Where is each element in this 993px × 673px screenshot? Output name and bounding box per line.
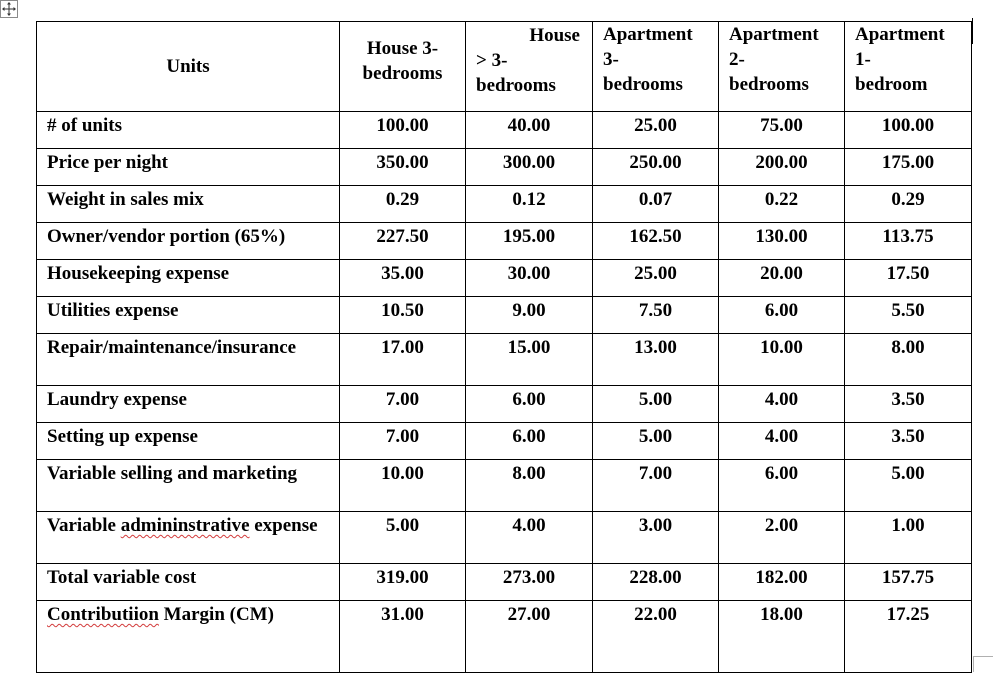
cell: 100.00 <box>845 112 972 149</box>
row-label: # of units <box>37 112 340 149</box>
header-apartment-3-bedrooms: Apartment 3- bedrooms <box>593 22 719 112</box>
cell: 18.00 <box>719 601 845 673</box>
cell: 130.00 <box>719 223 845 260</box>
cell: 25.00 <box>593 112 719 149</box>
cell: 22.00 <box>593 601 719 673</box>
cell: 227.50 <box>340 223 466 260</box>
cell: 0.29 <box>845 186 972 223</box>
cell: 7.50 <box>593 297 719 334</box>
cell: 20.00 <box>719 260 845 297</box>
row-label: Weight in sales mix <box>37 186 340 223</box>
table-row <box>37 260 972 297</box>
cell: 200.00 <box>719 149 845 186</box>
row-label: Price per night <box>37 149 340 186</box>
cell: 182.00 <box>719 564 845 601</box>
cell: 7.00 <box>593 460 719 512</box>
cell: 27.00 <box>466 601 593 673</box>
row-label: Total variable cost <box>37 564 340 601</box>
table-row <box>37 334 972 386</box>
table-row <box>37 186 972 223</box>
cell: 6.00 <box>719 297 845 334</box>
cell: 0.12 <box>466 186 593 223</box>
cell: 7.00 <box>340 423 466 460</box>
cell: 5.00 <box>593 386 719 423</box>
cell: 100.00 <box>340 112 466 149</box>
cell: 0.07 <box>593 186 719 223</box>
cell: 1.00 <box>845 512 972 564</box>
cell: 228.00 <box>593 564 719 601</box>
cell: 2.00 <box>719 512 845 564</box>
cursor-bar <box>972 18 973 44</box>
cell: 273.00 <box>466 564 593 601</box>
cell: 17.00 <box>340 334 466 386</box>
row-label-suffix: Margin (CM) <box>158 604 274 625</box>
table-row <box>37 512 972 564</box>
row-label: Variable selling and marketing <box>37 460 340 512</box>
row-label: Housekeeping expense <box>37 260 340 297</box>
cell: 5.50 <box>845 297 972 334</box>
cell: 5.00 <box>340 512 466 564</box>
table-resize-handle[interactable] <box>973 656 993 672</box>
header-apartment-2-bedrooms: Apartment 2- bedrooms <box>719 22 845 112</box>
cell: 5.00 <box>593 423 719 460</box>
table-row <box>37 149 972 186</box>
cell: 8.00 <box>845 334 972 386</box>
cell: 6.00 <box>719 460 845 512</box>
move-arrows-icon <box>2 2 16 16</box>
cell: 5.00 <box>845 460 972 512</box>
cell: 3.00 <box>593 512 719 564</box>
table-row <box>37 386 972 423</box>
cell: 35.00 <box>340 260 466 297</box>
cell: 3.50 <box>845 386 972 423</box>
header-house-gt3-bedrooms: House > 3- bedrooms <box>466 22 593 112</box>
row-label-text: Repair/maintenance/insurance <box>47 337 297 358</box>
row-label: Setting up expense <box>37 423 340 460</box>
table-row <box>37 460 972 512</box>
cell: 162.50 <box>593 223 719 260</box>
row-label: Owner/vendor portion (65%) <box>37 223 340 260</box>
cell: 0.22 <box>719 186 845 223</box>
cell: 10.00 <box>719 334 845 386</box>
cell: 175.00 <box>845 149 972 186</box>
cell: 250.00 <box>593 149 719 186</box>
cell: 6.00 <box>466 423 593 460</box>
cell: 25.00 <box>593 260 719 297</box>
spelling-error-word[interactable]: admininstrative <box>120 515 250 536</box>
cell: 8.00 <box>466 460 593 512</box>
table-row <box>37 601 972 673</box>
cell: 195.00 <box>466 223 593 260</box>
cell: 13.00 <box>593 334 719 386</box>
cell: 157.75 <box>845 564 972 601</box>
row-label <box>37 601 340 673</box>
header-house-3-bedrooms: House 3- bedrooms <box>340 22 466 112</box>
cell: 17.50 <box>845 260 972 297</box>
cell: 3.50 <box>845 423 972 460</box>
table-row <box>37 223 972 260</box>
cell: 4.00 <box>719 386 845 423</box>
cell: 4.00 <box>719 423 845 460</box>
cell: 7.00 <box>340 386 466 423</box>
header-row <box>37 22 972 112</box>
cell: 300.00 <box>466 149 593 186</box>
row-label <box>37 512 340 564</box>
cell: 30.00 <box>466 260 593 297</box>
spelling-error-word[interactable]: Contributiion <box>47 604 159 625</box>
cell: 15.00 <box>466 334 593 386</box>
header-apartment-1-bedroom: Apartment 1- bedroom <box>845 22 972 112</box>
table-row <box>37 564 972 601</box>
table-move-handle[interactable] <box>0 0 18 18</box>
row-label: Laundry expense <box>37 386 340 423</box>
row-label-suffix: expense <box>249 515 318 536</box>
row-label <box>37 334 340 386</box>
row-label: Utilities expense <box>37 297 340 334</box>
cell: 4.00 <box>466 512 593 564</box>
table-row <box>37 297 972 334</box>
cell: 9.00 <box>466 297 593 334</box>
header-units: Units <box>37 22 340 112</box>
cell: 10.00 <box>340 460 466 512</box>
cell: 40.00 <box>466 112 593 149</box>
cell: 0.29 <box>340 186 466 223</box>
cell: 10.50 <box>340 297 466 334</box>
contribution-margin-table <box>36 21 972 673</box>
cell: 113.75 <box>845 223 972 260</box>
cell: 6.00 <box>466 386 593 423</box>
cell: 31.00 <box>340 601 466 673</box>
cell: 319.00 <box>340 564 466 601</box>
row-label-prefix: Variable <box>47 515 121 536</box>
cell: 75.00 <box>719 112 845 149</box>
cell: 350.00 <box>340 149 466 186</box>
cell: 17.25 <box>845 601 972 673</box>
table-row <box>37 423 972 460</box>
table-row <box>37 112 972 149</box>
